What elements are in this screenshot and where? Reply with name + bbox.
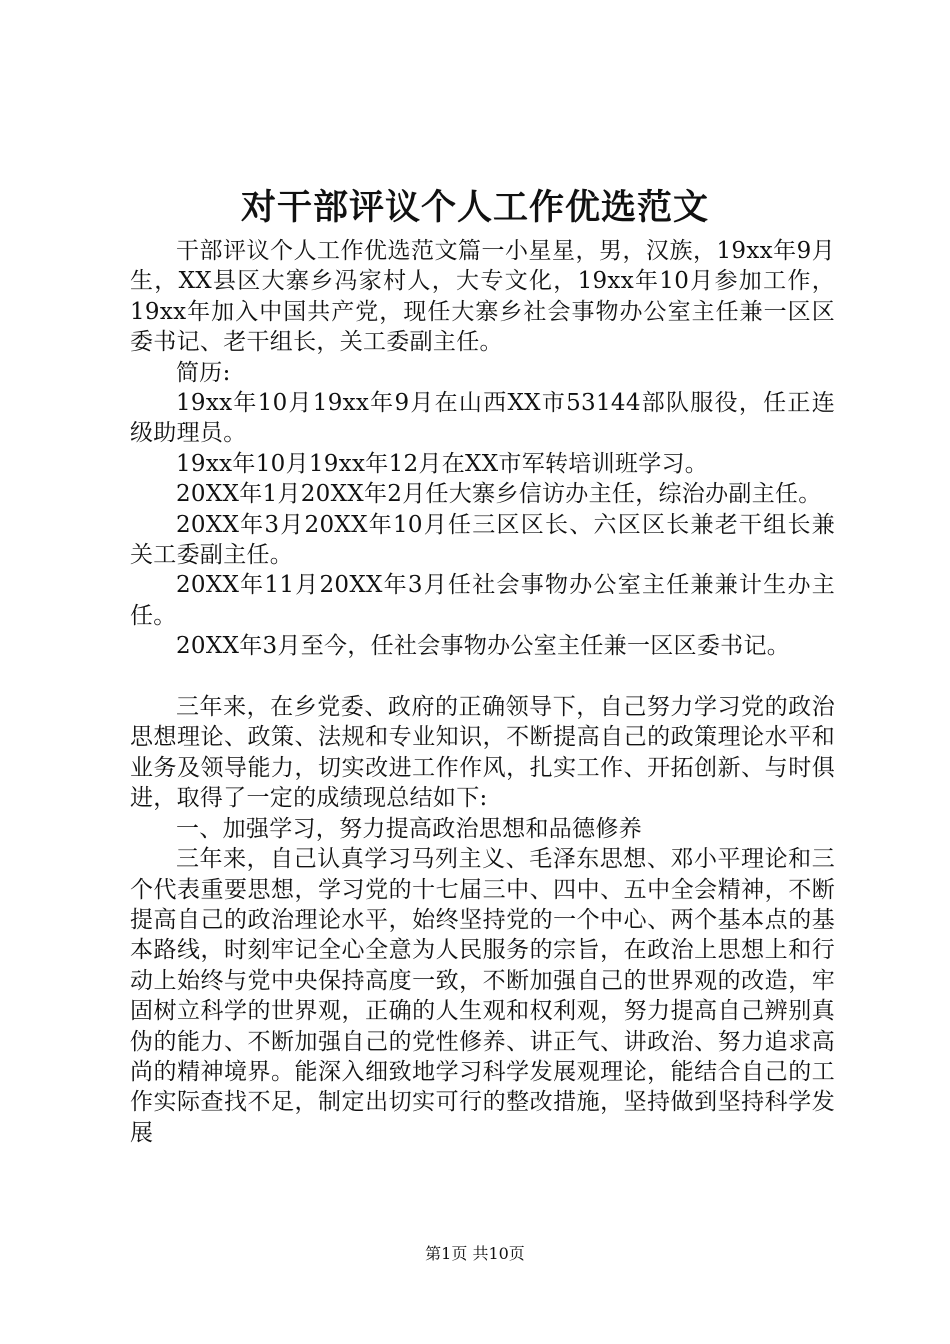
paragraph-resume-6: 20XX年3月至今，任社会事物办公室主任兼一区区委书记。 <box>176 633 791 660</box>
paragraph-study: 三年来，自己认真学习马列主义、毛泽东思想、邓小平理论和三个代表重要思想，学习党的十七届三中、四中、五中全会精神，不断提高自己的政治理论水平，始终坚持党的一个中心、两个基本点的基本路线，时刻牢记全心全意为人民服务的宗旨，在政治上思想上和行动上始终与党中央保持高度一致，不断加强自己的世界观的改造，牢固树立科学的世界观，正确的人生观和权利观，努力提高自己辨别真伪的能力、不断加强自己的党性修养、讲正气、讲政治、努力追求高尚的精神境界。能深入细致地学习科学发展观理论，能结合自己的工作实际查找不足，制定出切实可行的整改措施，坚持做到坚持科学发展 <box>130 846 835 1146</box>
paragraph-blank <box>130 662 835 692</box>
paragraph-resume-5: 20XX年11月20XX年3月任社会事物办公室主任兼兼计生办主任。 <box>130 572 835 629</box>
page-number: 第1页 共10页 <box>425 1244 525 1263</box>
paragraph-summary: 三年来，在乡党委、政府的正确领导下，自己努力学习党的政治思想理论、政策、法规和专业知识，不断提高自己的政策理论水平和业务及领导能力，切实改进工作作风，扎实工作、开拓创新、与时俱进，取得了一定的成绩现总结如下: <box>130 694 835 812</box>
paragraph-resume-2: 19xx年10月19xx年12月在XX市军转培训班学习。 <box>176 450 709 477</box>
paragraph-resume-3: 20XX年1月20XX年2月任大寨乡信访办主任，综治办副主任。 <box>176 481 822 508</box>
paragraph-resume-1: 19xx年10月19xx年9月在山西XX市53144部队服役，任正连级助理员。 <box>130 390 835 447</box>
paragraph-resume-heading: 简历: <box>176 359 231 386</box>
document-title: 对干部评议个人工作优选范文 <box>240 187 709 228</box>
paragraph-section-heading: 一、加强学习，努力提高政治思想和品德修养 <box>176 815 642 842</box>
document-body <box>130 236 835 1148</box>
paragraph-intro: 干部评议个人工作优选范文篇一小星星，男，汉族，19xx年9月生，XX县区大寨乡冯家村人，大专文化，19xx年10月参加工作，19xx年加入中国共产党，现任大寨乡社会事物办公室主任兼一区区委书记、老干组长，关工委副主任。 <box>130 238 835 356</box>
paragraph-resume-4: 20XX年3月20XX年10月任三区区长、六区区长兼老干组长兼关工委副主任。 <box>130 511 835 569</box>
